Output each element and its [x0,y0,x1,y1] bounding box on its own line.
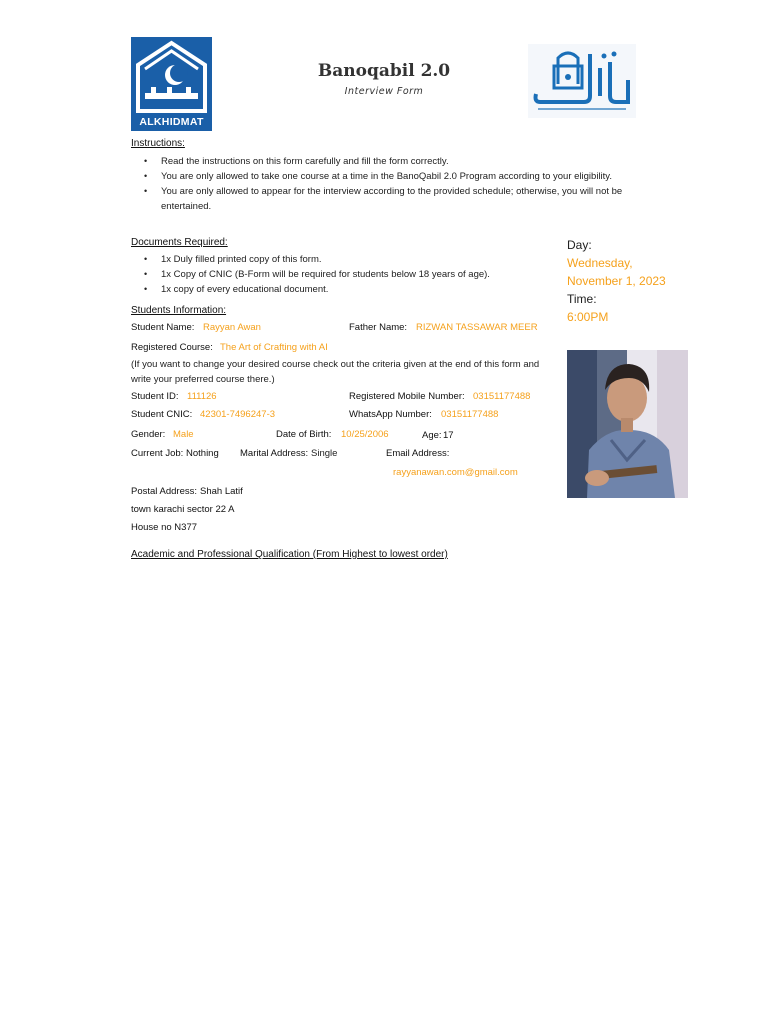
banoqabil-logo-icon [528,44,636,118]
mobile-number-value: 03151177488 [473,391,531,402]
gender-label: Gender: [131,429,166,440]
whatsapp-number-value: 03151177488 [441,409,499,420]
gender-value: Male [173,429,194,440]
banoqabil-logo [528,44,636,118]
registered-course-value: The Art of Crafting with AI [220,342,328,353]
marital-value: Single [311,448,338,459]
list-item: • 1x copy of every educational document. [131,282,551,297]
student-name-value: Rayyan Awan [203,322,261,333]
alkhidmat-logo [131,37,212,131]
instructions-heading: Instructions: [131,138,185,149]
student-photo-image [567,350,688,498]
list-item: • You are only allowed to appear for the interview according to the provided schedule; otherwise, you will not be entertained. [131,184,631,214]
postal-address-line-1: Shah Latif [200,486,243,497]
student-id-label: Student ID: [131,391,179,402]
current-job-label: Current Job: [131,448,184,459]
registered-course-label: Registered Course: [131,342,213,353]
list-item: • 1x Duly filled printed copy of this form. [131,252,551,267]
course-change-note: (If you want to change your desired course check out the criteria given at the end of this form and write your preferred course there.) [131,359,540,385]
student-id-value: 111126 [187,391,217,402]
form-title: Banoqabil 2.0 [317,61,451,81]
day-label: Day: [567,238,592,252]
marital-label: Marital Address: [240,448,309,459]
academic-heading: Academic and Professional Qualification (From Highest to lowest order) [131,549,448,560]
whatsapp-number-label: WhatsApp Number: [349,409,432,420]
documents-heading: Documents Required: [131,237,228,248]
dob-label: Date of Birth: [276,429,332,440]
student-cnic-value: 42301-7496247-3 [200,409,276,420]
age-value: 17 [443,430,454,441]
form-subtitle: Interview Form [344,86,424,97]
email-value: rayyanawan.com@gmail.com [393,467,518,478]
postal-address-line-3: House no N377 [131,522,198,533]
time-label: Time: [567,292,597,306]
instructions-list [131,154,631,214]
student-name-label: Student Name: [131,322,195,333]
list-item: • You are only allowed to take one course at a time in the BanoQabil 2.0 Program according to your eligibility. [131,169,631,184]
student-cnic-label: Student CNIC: [131,409,193,420]
mobile-number-label: Registered Mobile Number: [349,391,465,402]
time-value: 6:00PM [567,310,609,324]
list-item: • 1x Copy of CNIC (B-Form will be required for students below 18 years of age). [131,267,551,282]
age-label: Age: [422,430,442,441]
day-value: Wednesday, November 1, 2023 [567,256,666,288]
father-name-value: RIZWAN TASSAWAR MEER [416,322,538,333]
postal-address-label: Postal Address: [131,486,198,497]
postal-address-line-2: town karachi sector 22 A [131,504,235,515]
interview-schedule [567,236,687,326]
current-job-value: Nothing [186,448,219,459]
email-label: Email Address: [386,448,450,459]
student-photo [567,350,688,498]
alkhidmat-logo-text: ALKHIDMAT [139,116,204,128]
father-name-label: Father Name: [349,322,408,333]
list-item: • Read the instructions on this form carefully and fill the form correctly. [131,154,631,169]
dob-value: 10/25/2006 [341,429,389,440]
students-info-heading: Students Information: [131,305,227,316]
documents-list [131,252,551,297]
